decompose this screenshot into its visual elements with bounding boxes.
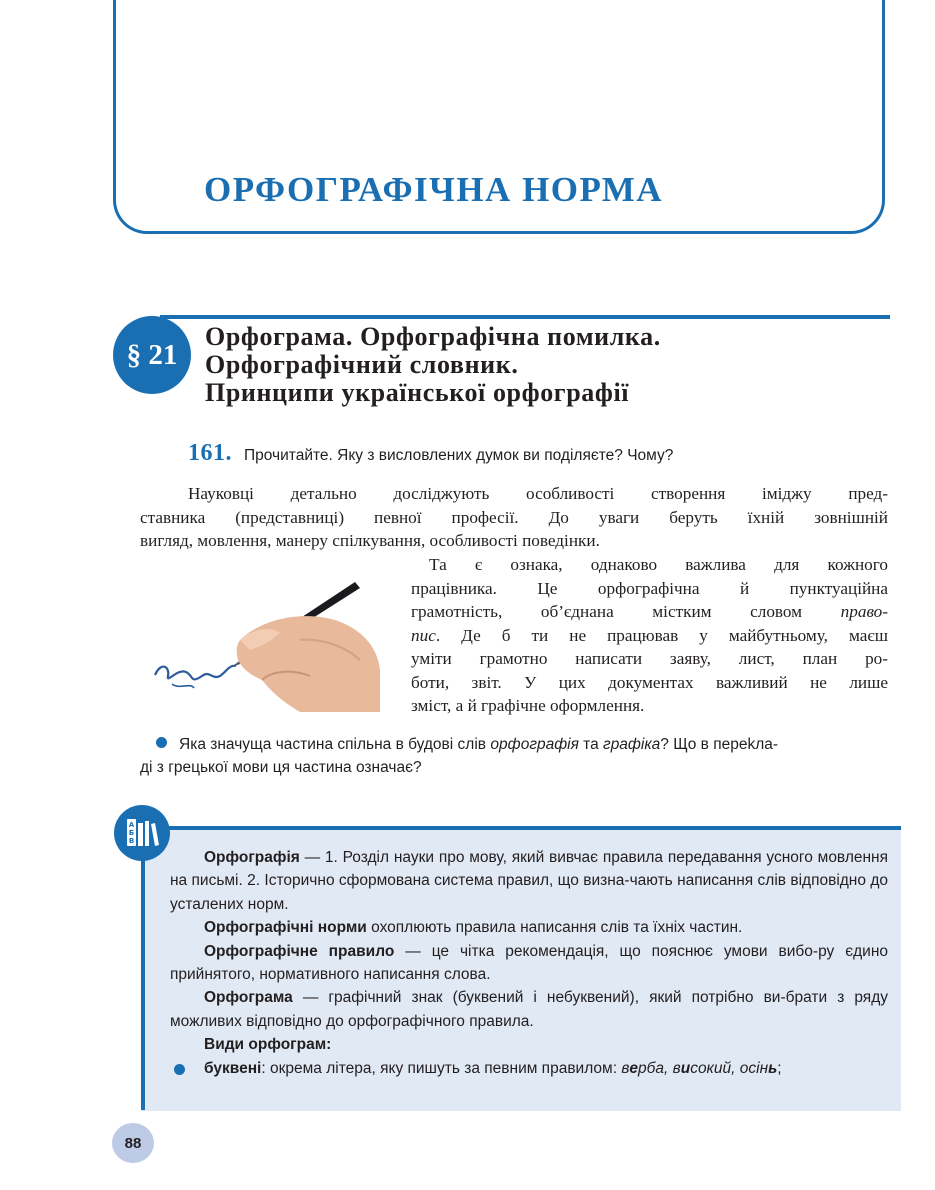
example-highlight: е xyxy=(629,1059,639,1077)
term: буквені xyxy=(204,1059,262,1077)
exercise-task: Прочитайте. Яку з висловлених думок ви поділяєте? Чому? xyxy=(244,447,674,464)
definition-text: — це чітка рекомендація, що пояснює умови вибо-ру єдино прийнятого, нормативного написання слова. xyxy=(170,942,889,984)
definition-norms xyxy=(170,916,888,939)
italic-word: право- xyxy=(840,602,888,621)
text-line: зміст, а й графічне оформлення. xyxy=(411,696,645,715)
section-title-line: Орфограма. Орфографічна помилка. xyxy=(205,322,661,351)
text-line: Науковці детально досліджують особливості створення іміджу пред- xyxy=(188,484,888,503)
italic-word: графіка xyxy=(603,736,661,753)
text-line xyxy=(411,600,888,624)
text-span: грамотність, об’єднана містким словом xyxy=(411,602,841,621)
theory-badge xyxy=(114,805,170,861)
section-badge: § 21 xyxy=(113,316,191,394)
definition-text: — графічний знак (буквений і небуквений), який потрібно ви-брати з ряду можливих відповідно до орфографічного правила. xyxy=(170,989,888,1030)
example-part: в xyxy=(672,1059,681,1077)
term: Орфографія xyxy=(204,849,300,866)
text-span: Яка значуща частина спільна в будові слів xyxy=(179,736,491,753)
theory-top-rule xyxy=(160,826,901,830)
text-line: боти, звіт. У цих документах важливий не лише xyxy=(411,672,888,692)
definition-orthogram xyxy=(170,986,888,1033)
term: Орфограма xyxy=(204,989,293,1007)
type-letter-orthograms xyxy=(170,1057,888,1080)
exercise-paragraph-1 xyxy=(140,482,888,553)
books-icon xyxy=(114,805,170,861)
text-line xyxy=(140,733,888,756)
section-title xyxy=(205,323,661,407)
text-line: ді з грецької мови ця частина означає? xyxy=(140,759,422,776)
exercise-paragraph-2 xyxy=(411,553,888,718)
page-number: 88 xyxy=(112,1123,154,1163)
text-line: вигляд, мовлення, манеру спілкування, особливості поведінки. xyxy=(140,531,600,550)
bullet-icon xyxy=(156,737,167,748)
badge-letter: Б xyxy=(128,829,135,837)
italic-word: орфографія xyxy=(490,736,579,753)
badge-letter: А xyxy=(128,821,135,829)
definition-text: : окрема літера, яку пишуть за певним правилом: xyxy=(261,1059,622,1077)
example-highlight: и xyxy=(680,1059,691,1077)
text-line: ставника (представниці) певної професії. До уваги беруть їхній зовнішній xyxy=(140,507,888,527)
text-span: та xyxy=(578,736,604,753)
example-part: в xyxy=(621,1059,630,1077)
section-title-line: Принципи української орфографії xyxy=(205,378,630,407)
hand-writing-photo xyxy=(150,580,380,712)
text-line: Та є ознака, однаково важлива для кожного xyxy=(429,555,888,574)
badge-letter: В xyxy=(128,837,135,845)
italic-word: пис xyxy=(411,625,436,645)
chapter-title: ОРФОГРАФІЧНА НОРМА xyxy=(204,170,664,209)
example-part: ; xyxy=(777,1059,782,1077)
definition-text: охоплюють правила написання слів та їхніх частин. xyxy=(366,919,743,937)
types-heading xyxy=(170,1033,888,1056)
exercise-question xyxy=(140,733,888,779)
theory-left-rule xyxy=(141,860,145,1110)
section-rule xyxy=(160,315,890,319)
text-line xyxy=(411,624,888,648)
definition-text: — 1. Розділ науки про мову, який вивчає правила передавання усного мовлення на письмі. 2. Історично сформована система правил, що визна-чають написання слів відповідно до усталених норм. xyxy=(170,849,888,913)
exercise-heading xyxy=(188,440,673,467)
definition-orthography xyxy=(170,846,888,916)
term: Орфографічні норми xyxy=(204,919,367,937)
section-title-line: Орфографічний словник. xyxy=(205,350,519,379)
example-part: сокий, xyxy=(690,1059,736,1077)
example-part: рба, xyxy=(638,1059,673,1077)
text-span: ? Що в переkла- xyxy=(660,736,779,753)
definition-rule xyxy=(170,940,888,987)
text-line: працівника. Це орфографічна й пунктуаційна xyxy=(411,578,888,598)
exercise-number: 161. xyxy=(188,440,232,466)
example-part: осін xyxy=(739,1059,769,1077)
text-span: . Де б ти не працював у майбутньому, маєш xyxy=(435,625,888,645)
term: Орфографічне правило xyxy=(204,942,395,960)
example-highlight: ь xyxy=(768,1059,778,1077)
term: Види орфограм: xyxy=(204,1036,332,1054)
theory-text xyxy=(170,846,888,1080)
text-line: уміти грамотно написати заяву, лист, план ро- xyxy=(411,649,888,668)
example-word xyxy=(621,1060,777,1077)
